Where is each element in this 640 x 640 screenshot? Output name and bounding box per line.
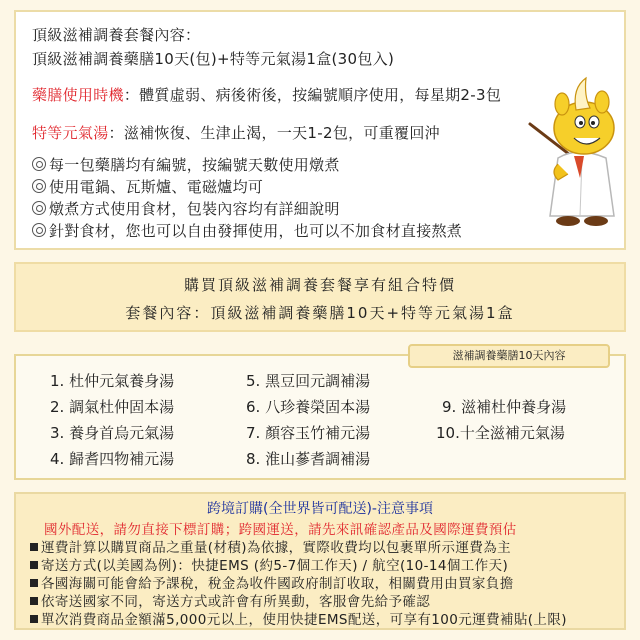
- special-label: 特等元氣湯: [32, 124, 109, 142]
- list-item: 9. 滋補杜仲養身湯: [442, 398, 567, 416]
- square-bullet-icon: [30, 579, 38, 587]
- intro-title: 頂級滋補調養套餐內容：: [32, 26, 201, 44]
- shipping-warning: 國外配送，請勿直接下標訂購；跨國運送，請先來訊確認產品及國際運費預估: [44, 522, 517, 538]
- tip-item: 使用電鍋、瓦斯爐、電磁爐均可: [32, 176, 263, 197]
- shipping-note: 運費計算以購買商品之重量(材積)為依據，實際收費均以包裹單所示運費為主: [30, 536, 511, 556]
- shipping-note: 寄送方式(以美國為例)：快捷EMS (約5-7個工作天) / 航空(10-14個工作天): [30, 554, 508, 574]
- circle-bullet-icon: [32, 223, 46, 237]
- tip-item: 燉煮方式使用食材，包裝內容均有詳細說明: [32, 198, 340, 219]
- square-bullet-icon: [30, 543, 38, 551]
- shipping-note: 依寄送國家不同，寄送方式或許會有所異動，客服會先給予確認: [30, 590, 430, 610]
- list-item: 10.十全滋補元氣湯: [436, 424, 565, 442]
- tip-item: 針對食材，您也可以自由發揮使用，也可以不加食材直接熬煮: [32, 220, 462, 241]
- square-bullet-icon: [30, 615, 38, 623]
- list-item: 1. 杜仲元氣養身湯: [50, 372, 175, 390]
- list-item: 5. 黑豆回元調補湯: [246, 372, 371, 390]
- shipping-title: 跨境訂購(全世界皆可配送)-注意事項: [207, 501, 433, 517]
- intro-content: 頂級滋補調養藥膳10天(包)+特等元氣湯1盒(30包入): [32, 50, 395, 68]
- shipping-panel: [14, 492, 626, 630]
- usage-text: ：體質虛弱、病後術後，按編號順序使用，每星期2-3包: [123, 86, 502, 104]
- list-item: 7. 顏容玉竹補元湯: [246, 424, 371, 442]
- usage-label: 藥膳使用時機: [32, 86, 124, 104]
- square-bullet-icon: [30, 561, 38, 569]
- tip-item: 每一包藥膳均有編號，按編號天數使用燉煮: [32, 154, 340, 175]
- circle-bullet-icon: [32, 179, 46, 193]
- shipping-note: 各國海關可能會給予課稅，稅金為收件國政府制訂收取，相關費用由買家負擔: [30, 572, 514, 592]
- list-item: 8. 淮山蔘耆調補湯: [246, 450, 371, 468]
- promo-line-2: 套餐內容：頂級滋補調養藥膳10天+特等元氣湯1盒: [125, 304, 515, 322]
- soup-list-panel: [14, 354, 626, 480]
- list-item: 3. 養身首烏元氣湯: [50, 424, 175, 442]
- rhino-doctor-mascot-icon: [528, 66, 628, 236]
- list-item: 6. 八珍養榮固本湯: [246, 398, 371, 416]
- promo-line-1: 購買頂級滋補調養套餐享有組合特價: [183, 276, 456, 294]
- square-bullet-icon: [30, 597, 38, 605]
- usage-line: [32, 84, 501, 105]
- promo-panel: [14, 262, 626, 332]
- shipping-note: 單次消費商品金額滿5,000元以上，使用快捷EMS配送，可享有100元運費補貼(上限): [30, 608, 567, 628]
- special-text: ：滋補恢復、生津止渴，一天1-2包，可重覆回沖: [108, 124, 440, 142]
- list-item: 2. 調氣杜仲固本湯: [50, 398, 175, 416]
- circle-bullet-icon: [32, 157, 46, 171]
- soup-list-tab: 滋補調養藥膳10天內容: [408, 344, 610, 368]
- special-line: [32, 122, 440, 143]
- circle-bullet-icon: [32, 201, 46, 215]
- list-item: 4. 歸耆四物補元湯: [50, 450, 175, 468]
